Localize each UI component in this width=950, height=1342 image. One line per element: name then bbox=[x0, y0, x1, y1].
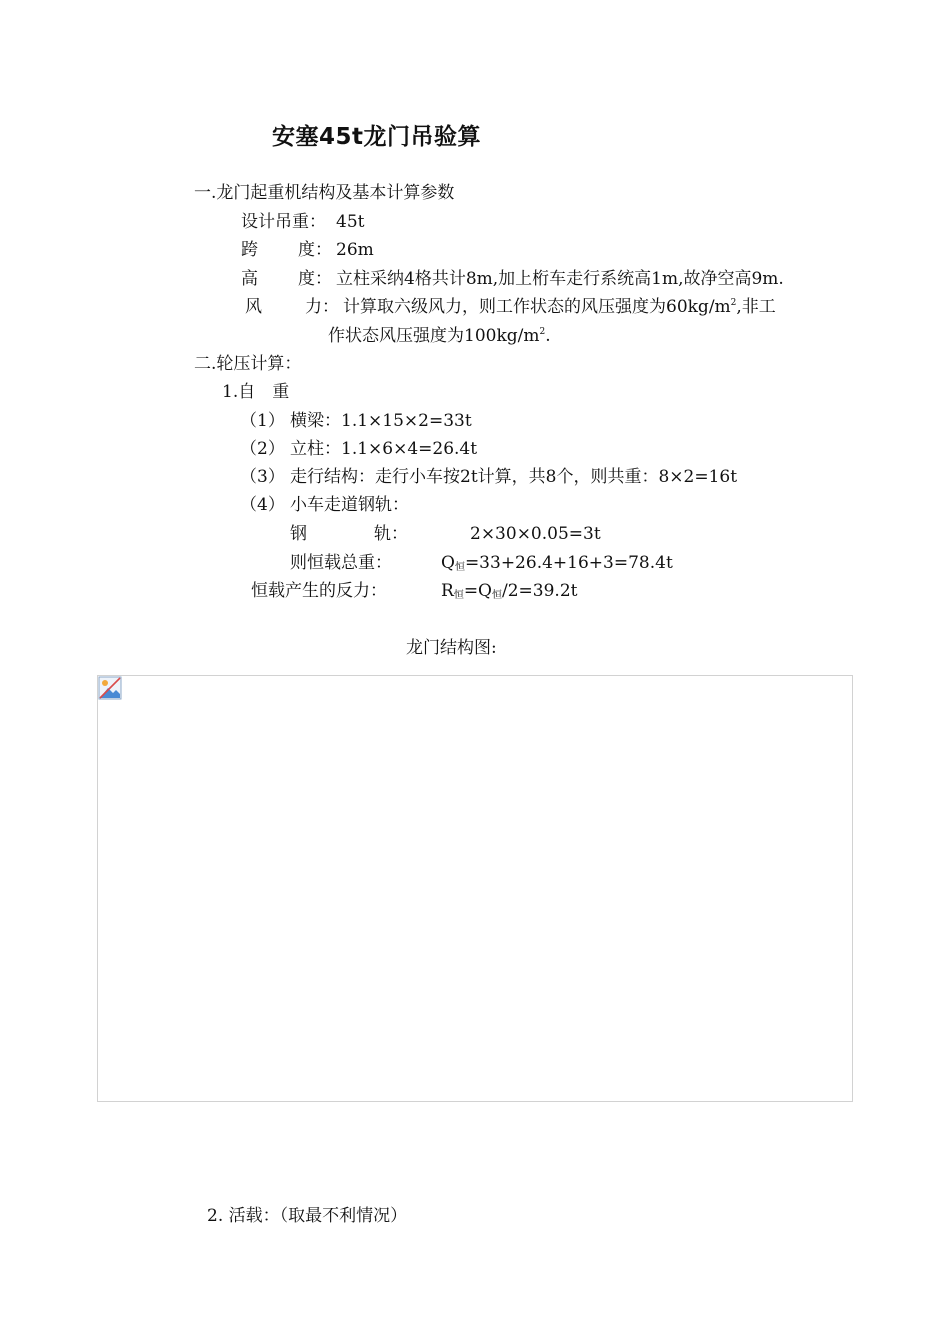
wind-text-line1 bbox=[343, 296, 776, 318]
item-num: （3） bbox=[240, 467, 285, 487]
wind-text-line2 bbox=[328, 325, 551, 347]
item-num: （4） bbox=[240, 495, 285, 515]
figure-caption: 龙门结构图: bbox=[406, 638, 497, 658]
broken-image-icon bbox=[98, 676, 122, 700]
wind-label-suffix: 力： bbox=[305, 297, 339, 317]
wind-label: 风 bbox=[245, 297, 262, 317]
wind-line1-sup: 2 bbox=[730, 298, 737, 308]
reaction-symbol: R bbox=[441, 581, 454, 601]
item-text: 走行结构：走行小车按2t计算，共8个，则共重：8×2=16t bbox=[290, 467, 738, 487]
total-label: 则恒载总重： bbox=[290, 553, 392, 573]
reaction-label: 恒载产生的反力： bbox=[251, 581, 387, 601]
rail-label-suffix: 轨： bbox=[374, 524, 408, 544]
lift-label: 设计吊重： bbox=[241, 212, 326, 232]
section1-heading: 一.龙门起重机结构及基本计算参数 bbox=[194, 183, 455, 203]
height-label: 高 bbox=[241, 269, 258, 289]
wind-line2-sup: 2 bbox=[539, 327, 546, 337]
reaction-subscript-1: 恒 bbox=[453, 590, 464, 601]
item-num: （2） bbox=[240, 439, 285, 459]
rail-value: 2×30×0.05=3t bbox=[470, 524, 601, 544]
wind-line2-text: 作状态风压强度为100kg/m bbox=[328, 326, 540, 346]
wind-line1-text: 计算取六级风力，则工作状态的风压强度为60kg/m bbox=[343, 297, 731, 317]
item-text: 立柱：1.1×6×4=26.4t bbox=[290, 439, 478, 459]
height-value: 立柱采纳4格共计8m,加上桁车走行系统高1m,故净空高9m. bbox=[336, 269, 784, 289]
wind-line1-end: ,非工 bbox=[736, 297, 776, 317]
total-subscript: 恒 bbox=[454, 562, 465, 573]
lift-value: 45t bbox=[336, 212, 365, 232]
wind-line2-end: . bbox=[545, 326, 551, 346]
reaction-mid: =Q bbox=[463, 581, 492, 601]
span-label-suffix: 度： bbox=[298, 240, 332, 260]
item-text: 横梁：1.1×15×2=33t bbox=[290, 411, 472, 431]
span-label: 跨 bbox=[241, 240, 258, 260]
span-value: 26m bbox=[336, 240, 374, 260]
item-text: 小车走道钢轨： bbox=[290, 495, 409, 515]
live-load-heading: 2. 活载：（取最不利情况） bbox=[207, 1206, 408, 1226]
height-label-suffix: 度： bbox=[298, 269, 332, 289]
total-symbol: Q bbox=[441, 553, 455, 573]
total-formula: =33+26.4+16+3=78.4t bbox=[464, 553, 673, 573]
section2-heading: 二.轮压计算： bbox=[194, 354, 302, 374]
reaction-formula: /2=39.2t bbox=[502, 581, 578, 601]
reaction-subscript-2: 恒 bbox=[492, 590, 502, 601]
figure-placeholder bbox=[97, 675, 853, 1102]
rail-label: 钢 bbox=[290, 524, 307, 544]
item-num: （1） bbox=[240, 411, 285, 431]
self-weight-heading: 1.自 重 bbox=[222, 382, 290, 402]
page-title: 安塞45t龙门吊验算 bbox=[272, 124, 482, 150]
total-value bbox=[441, 552, 673, 574]
reaction-value bbox=[441, 580, 577, 602]
